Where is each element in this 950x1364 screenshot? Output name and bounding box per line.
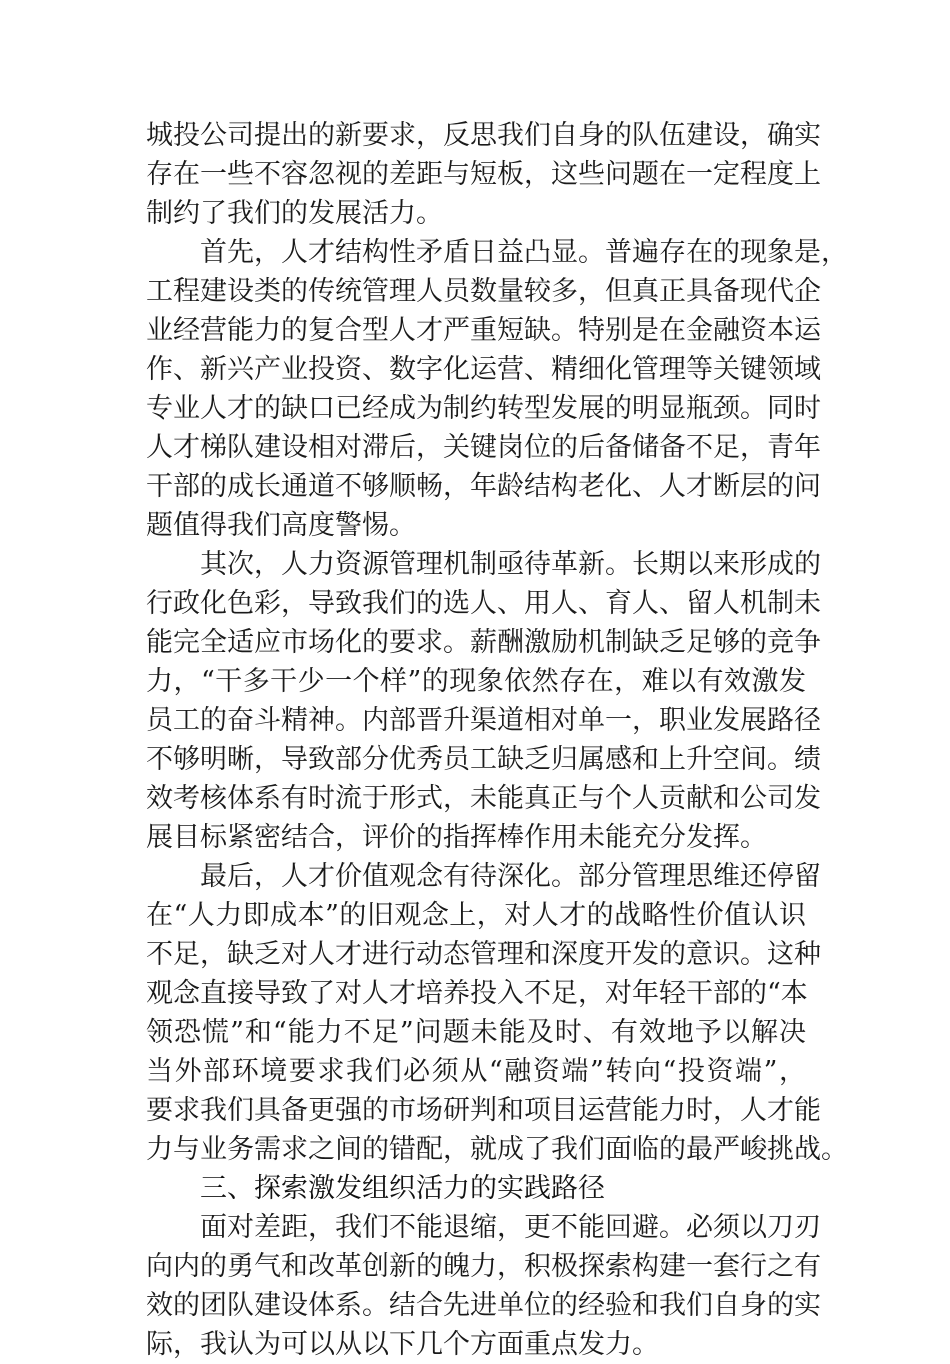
text-line: 业经营能力的复合型人才严重短缺。特别是在金融资本运: [146, 315, 821, 346]
text-line: 在“人力即成本”的旧观念上，对人才的战略性价值认识: [146, 900, 806, 931]
paragraph-first-line: 首先，人才结构性矛盾日益凸显。普遍存在的现象是，: [200, 237, 848, 268]
document-body: [146, 116, 848, 1364]
section-heading: 三、探索激发组织活力的实践路径: [200, 1173, 605, 1204]
text-line: 效考核体系有时流于形式，未能真正与个人贡献和公司发: [146, 783, 821, 814]
text-line: 人才梯队建设相对滞后，关键岗位的后备储备不足，青年: [146, 432, 821, 463]
text-line: 效的团队建设体系。结合先进单位的经验和我们自身的实: [146, 1290, 821, 1321]
text-line: 力与业务需求之间的错配，就成了我们面临的最严峻挑战。: [146, 1134, 848, 1165]
text-line: 向内的勇气和改革创新的魄力，积极探索构建一套行之有: [146, 1251, 821, 1282]
paragraph-first-line: 其次，人力资源管理机制亟待革新。长期以来形成的: [200, 549, 821, 580]
paragraph-first-line: 面对差距，我们不能退缩，更不能回避。必须以刀刃: [200, 1212, 821, 1243]
text-line: 城投公司提出的新要求，反思我们自身的队伍建设，确实: [146, 120, 821, 151]
text-line: 专业人才的缺口已经成为制约转型发展的明显瓶颈。同时: [146, 393, 821, 424]
text-line: 力，“干多干少一个样”的现象依然存在，难以有效激发: [146, 666, 806, 697]
paragraph-first-line: 最后，人才价值观念有待深化。部分管理思维还停留: [200, 861, 821, 892]
text-line: 员工的奋斗精神。内部晋升渠道相对单一，职业发展路径: [146, 705, 821, 736]
text-line: 不够明晰，导致部分优秀员工缺乏归属感和上升空间。绩: [146, 744, 821, 775]
text-line: 要求我们具备更强的市场研判和项目运营能力时，人才能: [146, 1095, 821, 1126]
text-line: 干部的成长通道不够顺畅，年龄结构老化、人才断层的问: [146, 471, 821, 502]
text-line: 制约了我们的发展活力。: [146, 198, 443, 229]
text-line: 当外部环境要求我们必须从“融资端”转向“投资端”，: [146, 1056, 806, 1087]
text-line: 不足，缺乏对人才进行动态管理和深度开发的意识。这种: [146, 939, 821, 970]
text-line: 作、新兴产业投资、数字化运营、精细化管理等关键领域: [146, 354, 821, 385]
text-line: 工程建设类的传统管理人员数量较多，但真正具备现代企: [146, 276, 821, 307]
text-line: 领恐慌”和“能力不足”问题未能及时、有效地予以解决: [146, 1017, 806, 1048]
text-line: 行政化色彩，导致我们的选人、用人、育人、留人机制未: [146, 588, 821, 619]
text-line: 际，我认为可以从以下几个方面重点发力。: [146, 1329, 659, 1360]
text-line: 观念直接导致了对人才培养投入不足，对年轻干部的“本: [146, 978, 808, 1009]
text-line: 能完全适应市场化的要求。薪酬激励机制缺乏足够的竞争: [146, 627, 821, 658]
text-line: 存在一些不容忽视的差距与短板，这些问题在一定程度上: [146, 159, 821, 190]
text-line: 展目标紧密结合，评价的指挥棒作用未能充分发挥。: [146, 822, 767, 853]
text-line: 题值得我们高度警惕。: [146, 510, 416, 541]
